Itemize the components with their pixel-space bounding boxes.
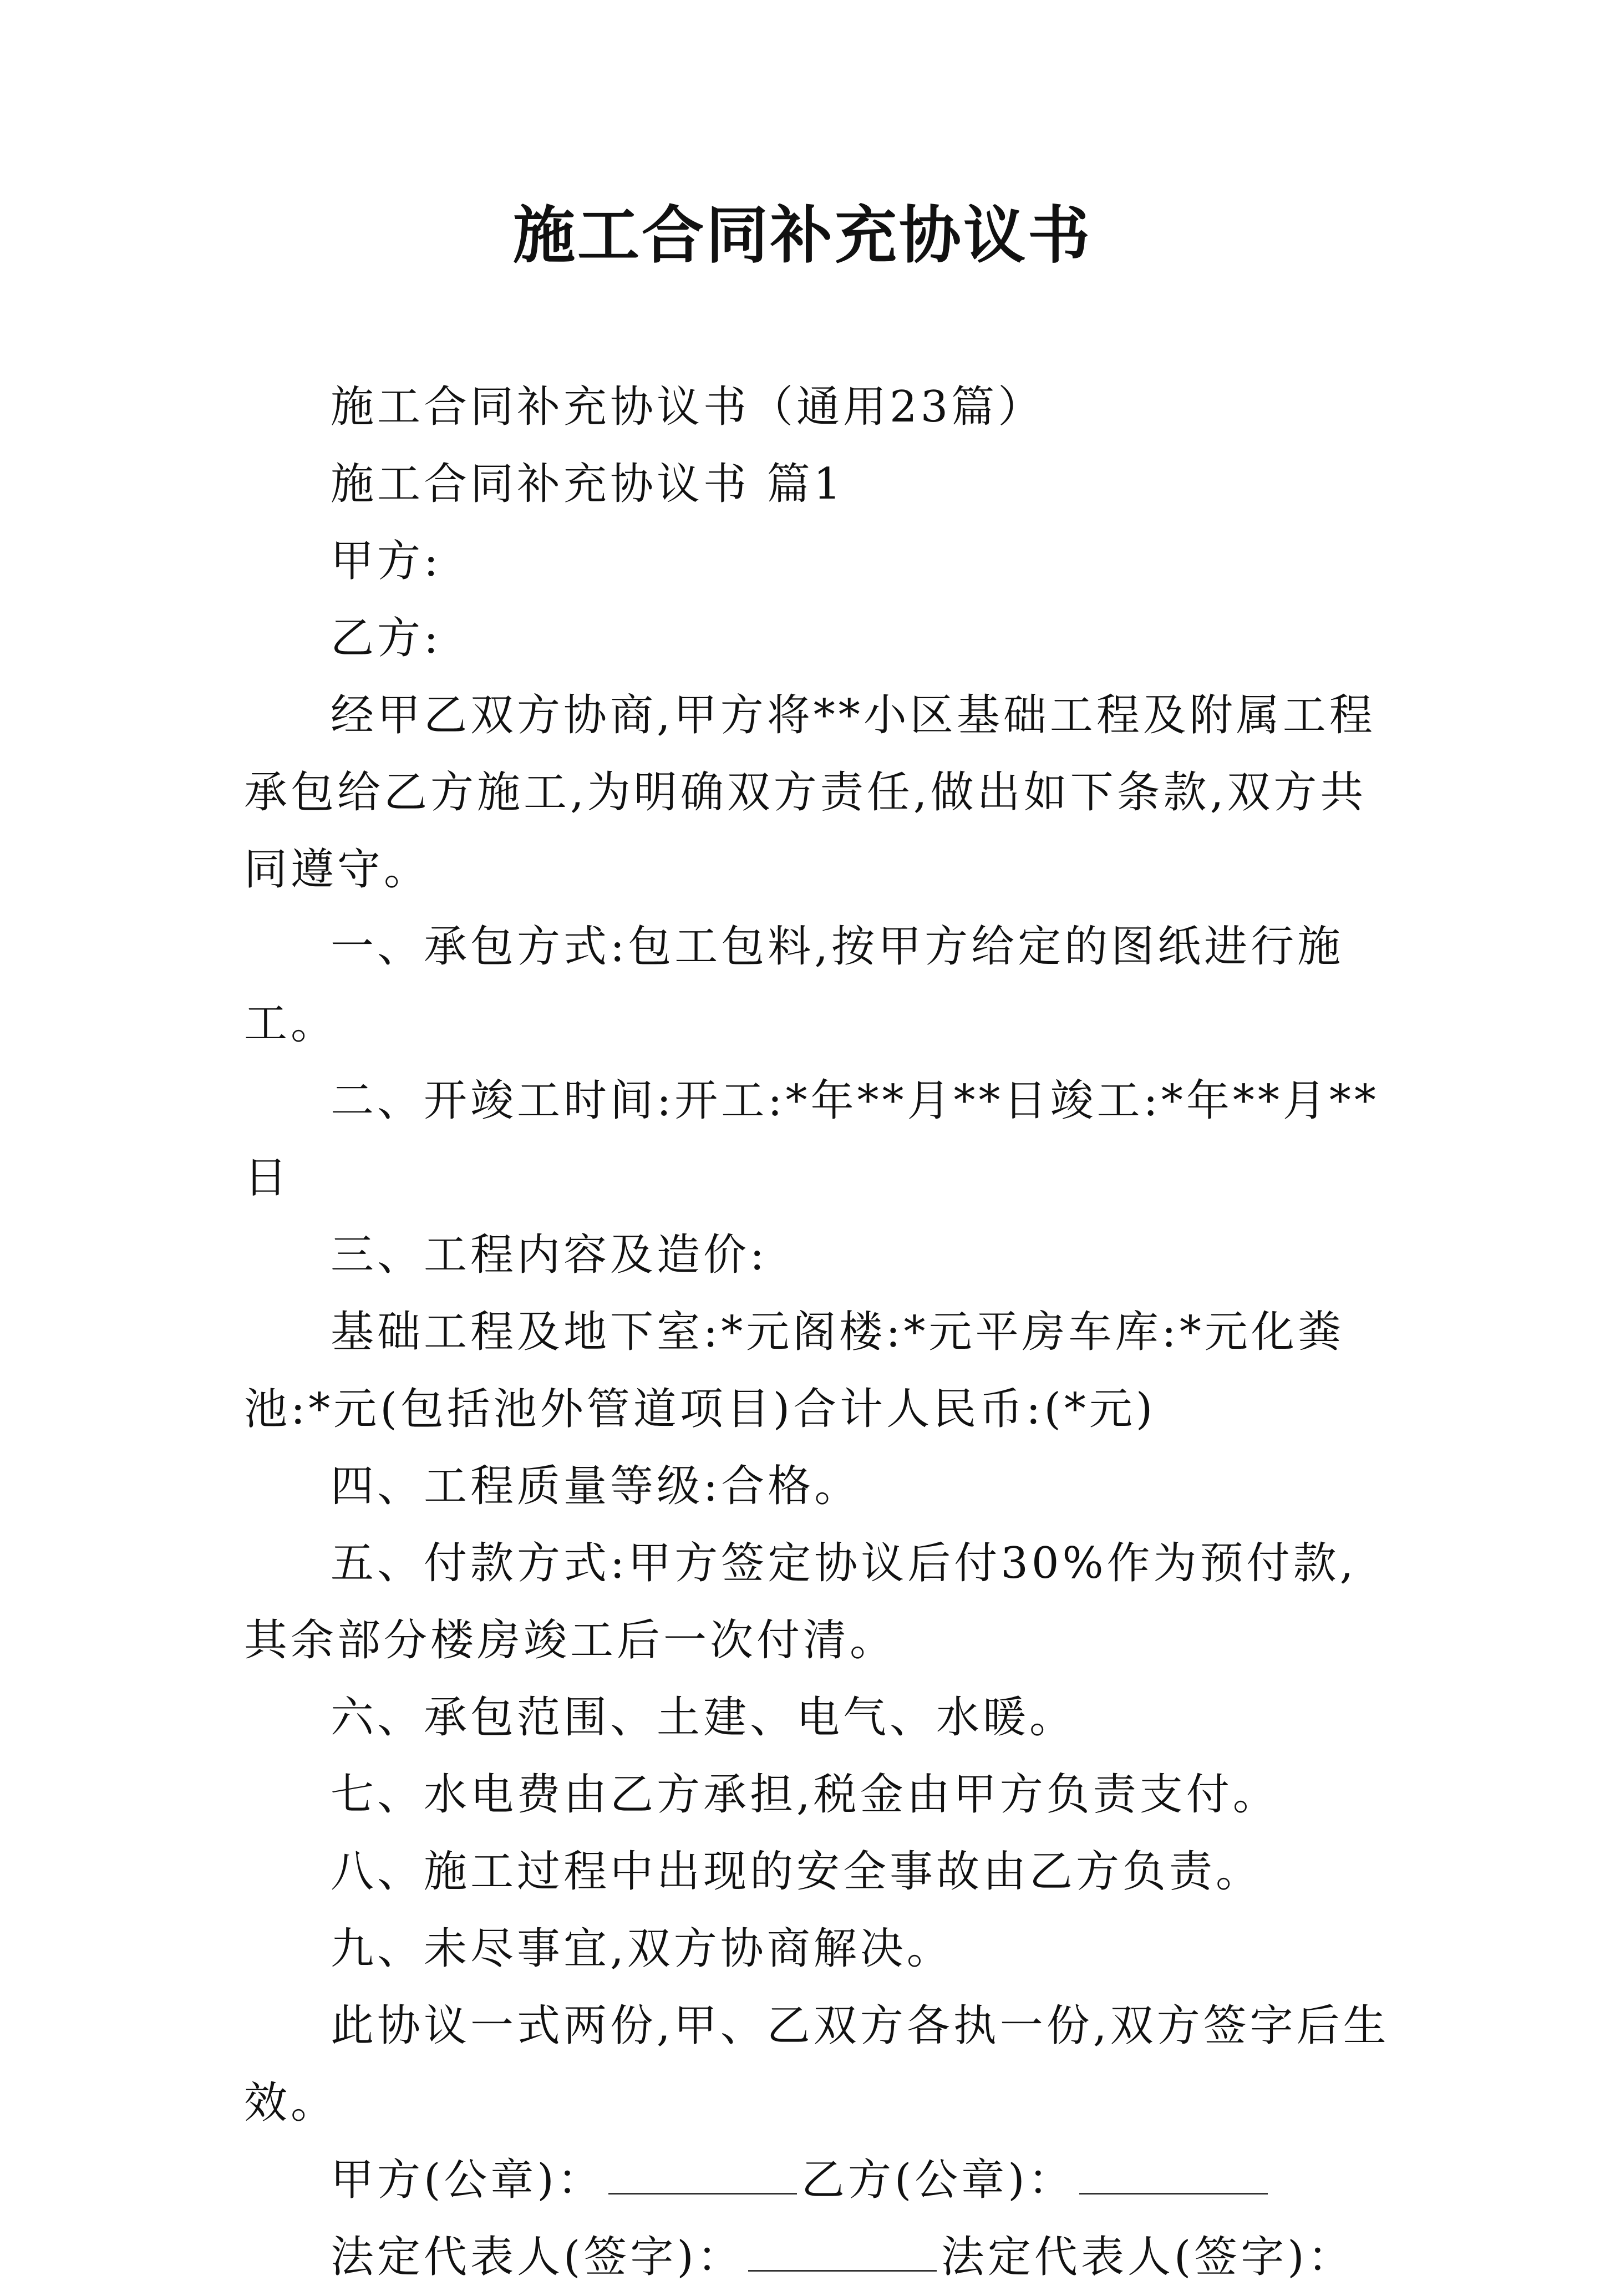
signature-rep-line (244, 2219, 1398, 2296)
party-a-seal-blank (608, 2154, 797, 2195)
clause-8: 八、施工过程中出现的安全事故由乙方负责。 (331, 1847, 1263, 1897)
document-title: 施工合同补充协议书 (513, 199, 1092, 272)
clause-5: 五、付款方式:甲方签定协议后付30%作为预付款,其余部分楼房竣工后一次付清。 (244, 1538, 1357, 1665)
paragraph-party-b: 乙方: (331, 613, 442, 663)
paragraph-subtitle: 施工合同补充协议书（通用23篇） (331, 382, 1045, 432)
clause-2: 二、开竣工时间:开工:*年**月**日竣工:*年**月**日 (244, 1076, 1379, 1203)
signature-seal-line (244, 2142, 1398, 2219)
document-body (244, 369, 1398, 2296)
paragraph-validity: 此协议一式两份,甲、乙双方各执一份,双方签字后生效。 (244, 2001, 1390, 2128)
clause-4: 四、工程质量等级:合格。 (331, 1461, 861, 1511)
clause-9: 九、未尽事宜,双方协商解决。 (331, 1924, 953, 1974)
party-b-rep-label: 法定代表人(签字)： (941, 2232, 1354, 2282)
party-b-seal-label: 乙方(公章)： (801, 2155, 1075, 2205)
party-b-seal-blank (1079, 2154, 1268, 2195)
party-a-rep-label: 法定代表人(签字)： (331, 2232, 744, 2282)
clause-6: 六、承包范围、土建、电气、水暖。 (331, 1693, 1076, 1743)
paragraph-party-a: 甲方: (331, 536, 442, 586)
paragraph-section-heading: 施工合同补充协议书 篇1 (331, 459, 845, 509)
party-a-rep-blank (748, 2231, 937, 2272)
party-a-seal-label: 甲方(公章)： (331, 2155, 604, 2205)
clause-3-detail: 基础工程及地下室:*元阁楼:*元平房车库:*元化粪池:*元(包括池外管道项目)合计人民币:(*元) (244, 1307, 1344, 1434)
clause-3: 三、工程内容及造价: (331, 1230, 768, 1280)
clause-7: 七、水电费由乙方承担,税金由甲方负责支付。 (331, 1770, 1279, 1820)
paragraph-intro: 经甲乙双方协商,甲方将**小区基础工程及附属工程承包给乙方施工,为明确双方责任,做出如下条款,双方共同遵守。 (244, 690, 1376, 895)
clause-1: 一、承包方式:包工包料,按甲方给定的图纸进行施工。 (244, 922, 1344, 1049)
